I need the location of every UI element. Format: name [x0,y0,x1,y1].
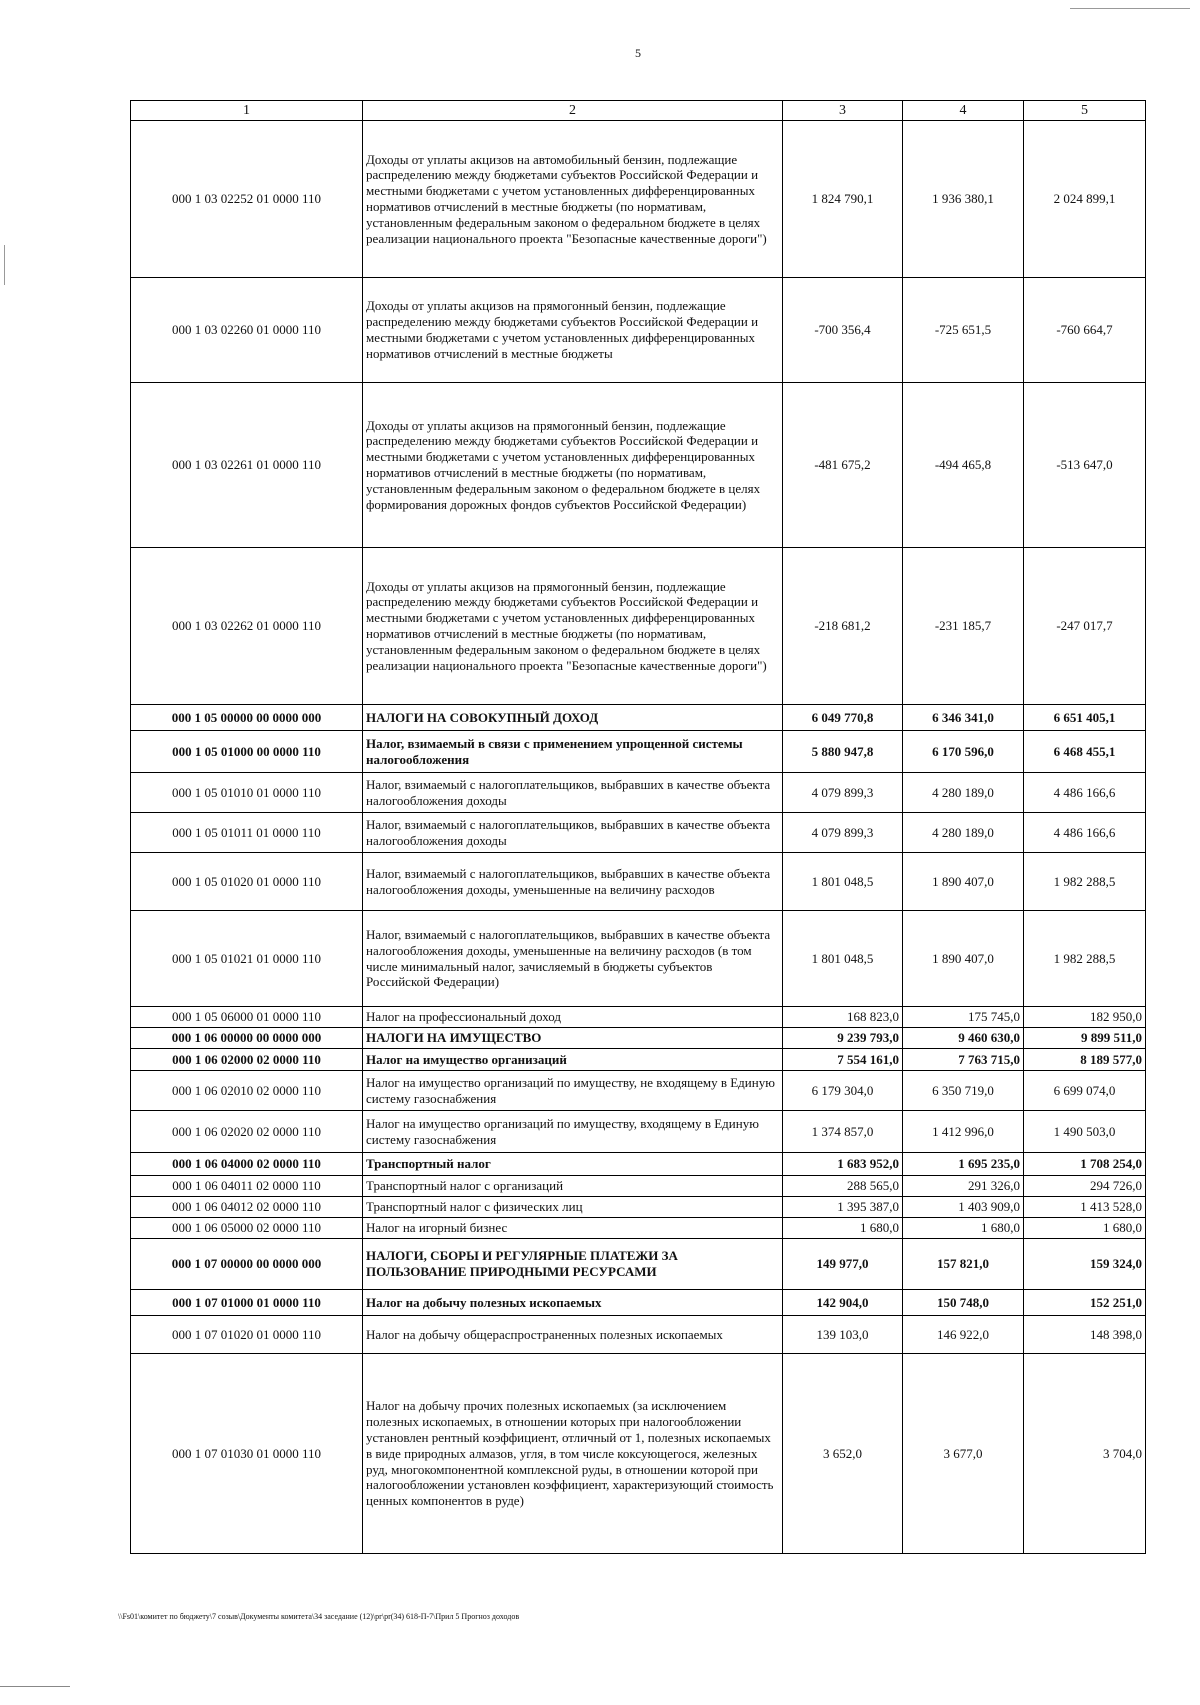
row-value-year-1: 1 801 048,5 [783,911,903,1007]
row-value-year-1: 288 565,0 [783,1176,903,1197]
row-name: Налог на игорный бизнес [363,1218,783,1239]
table-row [131,121,1146,278]
row-name: Налог, взимаемый с налогоплательщиков, выбравших в качестве объекта налогообложения доходы [363,813,783,853]
row-name: Доходы от уплаты акцизов на прямогонный бензин, подлежащие распределению между бюджетами субъектов Российской Федерации и местными бюджетами с учетом установленных дифференцированных нормативов отчислений в местные бюджеты (по нормативам, установленным федеральным законом о федеральном бюджете в целях реализации национального проекта "Безопасные качественные дороги") [363,548,783,705]
column-header-year-2: 4 [903,101,1024,121]
row-code: 000 1 05 01000 00 0000 110 [131,731,363,773]
row-value-year-3: -247 017,7 [1024,548,1146,705]
table-row [131,1316,1146,1354]
row-name: Налог, взимаемый с налогоплательщиков, выбравших в качестве объекта налогообложения доходы, уменьшенные на величину расходов (в том числе минимальный налог, зачисляемый в бюджеты субъектов Российской Федерации) [363,911,783,1007]
row-value-year-3: 3 704,0 [1024,1354,1146,1554]
table-row [131,1049,1146,1071]
row-value-year-3: 1 680,0 [1024,1218,1146,1239]
row-code: 000 1 06 02000 02 0000 110 [131,1049,363,1071]
table-row [131,548,1146,705]
table-row [131,1290,1146,1316]
row-code: 000 1 05 06000 01 0000 110 [131,1007,363,1028]
row-value-year-2: -231 185,7 [903,548,1024,705]
column-header-year-3: 5 [1024,101,1146,121]
row-name: НАЛОГИ НА СОВОКУПНЫЙ ДОХОД [363,705,783,731]
column-header-name: 2 [363,101,783,121]
row-value-year-3: 6 651 405,1 [1024,705,1146,731]
table-row [131,1153,1146,1176]
row-name: Налог на имущество организаций [363,1049,783,1071]
row-code: 000 1 05 01010 01 0000 110 [131,773,363,813]
row-name: Налог, взимаемый с налогоплательщиков, выбравших в качестве объекта налогообложения доходы [363,773,783,813]
row-value-year-3: 294 726,0 [1024,1176,1146,1197]
row-value-year-2: 175 745,0 [903,1007,1024,1028]
table-row [131,813,1146,853]
row-name: Доходы от уплаты акцизов на прямогонный бензин, подлежащие распределению между бюджетами субъектов Российской Федерации и местными бюджетами с учетом установленных дифференцированных нормативов отчислений в местные бюджеты (по нормативам, установленным федеральным законом о федеральном бюджете в целях формирования дорожных фондов субъектов Российской Федерации) [363,383,783,548]
row-value-year-2: 6 170 596,0 [903,731,1024,773]
row-value-year-1: 3 652,0 [783,1354,903,1554]
row-value-year-3: 148 398,0 [1024,1316,1146,1354]
revenue-forecast-table [130,100,1146,1554]
row-value-year-2: 1 695 235,0 [903,1153,1024,1176]
row-code: 000 1 06 05000 02 0000 110 [131,1218,363,1239]
row-name: Налог, взимаемый в связи с применением упрощенной системы налогообложения [363,731,783,773]
row-name: Доходы от уплаты акцизов на автомобильный бензин, подлежащие распределению между бюджетами субъектов Российской Федерации и местными бюджетами с учетом установленных дифференцированных нормативов отчислений в местные бюджеты (по нормативам, установленным федеральным законом о федеральном бюджете в целях реализации национального проекта "Безопасные качественные дороги") [363,121,783,278]
table-row [131,1071,1146,1111]
row-name: Доходы от уплаты акцизов на прямогонный бензин, подлежащие распределению между бюджетами субъектов Российской Федерации и местными бюджетами с учетом установленных дифференцированных нормативов отчислений в местные бюджеты [363,278,783,383]
table-row [131,1197,1146,1218]
row-code: 000 1 06 00000 00 0000 000 [131,1028,363,1049]
row-value-year-2: 1 412 996,0 [903,1111,1024,1153]
row-value-year-1: -700 356,4 [783,278,903,383]
row-value-year-1: 1 395 387,0 [783,1197,903,1218]
table-row [131,1176,1146,1197]
table-row [131,1111,1146,1153]
row-value-year-1: 139 103,0 [783,1316,903,1354]
row-value-year-3: 6 468 455,1 [1024,731,1146,773]
table-body [131,121,1146,1554]
row-value-year-3: 8 189 577,0 [1024,1049,1146,1071]
row-value-year-1: 7 554 161,0 [783,1049,903,1071]
table-row [131,911,1146,1007]
row-value-year-2: 4 280 189,0 [903,813,1024,853]
row-value-year-2: 9 460 630,0 [903,1028,1024,1049]
row-value-year-3: 159 324,0 [1024,1239,1146,1290]
row-value-year-1: 1 801 048,5 [783,853,903,911]
row-value-year-2: 1 936 380,1 [903,121,1024,278]
table-row [131,1354,1146,1554]
row-value-year-1: 9 239 793,0 [783,1028,903,1049]
row-code: 000 1 05 00000 00 0000 000 [131,705,363,731]
scan-mark-bottom-left [0,1686,70,1687]
row-value-year-2: -494 465,8 [903,383,1024,548]
row-code: 000 1 05 01011 01 0000 110 [131,813,363,853]
row-value-year-2: 7 763 715,0 [903,1049,1024,1071]
row-code: 000 1 03 02260 01 0000 110 [131,278,363,383]
row-value-year-3: 182 950,0 [1024,1007,1146,1028]
row-value-year-1: 6 049 770,8 [783,705,903,731]
row-name: Транспортный налог [363,1153,783,1176]
row-code: 000 1 07 01000 01 0000 110 [131,1290,363,1316]
header-row [131,101,1146,121]
row-value-year-2: 146 922,0 [903,1316,1024,1354]
row-value-year-1: 4 079 899,3 [783,773,903,813]
row-value-year-3: 1 982 288,5 [1024,911,1146,1007]
row-code: 000 1 03 02261 01 0000 110 [131,383,363,548]
column-header-code: 1 [131,101,363,121]
row-name: Транспортный налог с физических лиц [363,1197,783,1218]
row-value-year-2: 291 326,0 [903,1176,1024,1197]
row-value-year-1: 1 680,0 [783,1218,903,1239]
row-value-year-2: 1 403 909,0 [903,1197,1024,1218]
row-code: 000 1 07 01020 01 0000 110 [131,1316,363,1354]
column-header-year-1: 3 [783,101,903,121]
row-value-year-2: 4 280 189,0 [903,773,1024,813]
row-value-year-1: 5 880 947,8 [783,731,903,773]
row-code: 000 1 03 02262 01 0000 110 [131,548,363,705]
row-value-year-2: 1 890 407,0 [903,853,1024,911]
page-number: 5 [635,46,641,60]
row-value-year-2: 6 350 719,0 [903,1071,1024,1111]
scan-mark-left-1 [4,245,5,285]
table-row [131,278,1146,383]
row-value-year-2: -725 651,5 [903,278,1024,383]
row-value-year-3: 6 699 074,0 [1024,1071,1146,1111]
row-value-year-2: 1 680,0 [903,1218,1024,1239]
row-code: 000 1 03 02252 01 0000 110 [131,121,363,278]
row-code: 000 1 06 04011 02 0000 110 [131,1176,363,1197]
row-value-year-1: 1 824 790,1 [783,121,903,278]
row-code: 000 1 06 04000 02 0000 110 [131,1153,363,1176]
row-value-year-2: 157 821,0 [903,1239,1024,1290]
row-name: НАЛОГИ НА ИМУЩЕСТВО [363,1028,783,1049]
row-code: 000 1 06 02010 02 0000 110 [131,1071,363,1111]
row-value-year-3: 152 251,0 [1024,1290,1146,1316]
row-name: Налог на добычу прочих полезных ископаемых (за исключением полезных ископаемых, в отношении которых при налогообложении установлен рентный коэффициент, отличный от 1, полезных ископаемых в виде природных алмазов, угля, в том числе коксующегося, железных руд, многокомпонентной комплексной руды, в отношении которой при налогообложении установлен коэффициент, характеризующий стоимость ценных компонентов в руде) [363,1354,783,1554]
row-name: Налог, взимаемый с налогоплательщиков, выбравших в качестве объекта налогообложения доходы, уменьшенные на величину расходов [363,853,783,911]
row-value-year-1: 4 079 899,3 [783,813,903,853]
table-header [131,101,1146,121]
row-value-year-3: 1 982 288,5 [1024,853,1146,911]
footer-file-path: \\Fs01\комитет по бюджету\7 созыв\Документы комитета\34 заседание (12)\pr\pr(34) 618-П-7\Прил 5 Прогноз доходов [118,1612,520,1621]
row-code: 000 1 05 01021 01 0000 110 [131,911,363,1007]
row-code: 000 1 07 01030 01 0000 110 [131,1354,363,1554]
row-name: Налог на имущество организаций по имуществу, входящему в Единую систему газоснабжения [363,1111,783,1153]
table-row [131,705,1146,731]
row-value-year-3: -760 664,7 [1024,278,1146,383]
table-row [131,773,1146,813]
table-row [131,1007,1146,1028]
row-code: 000 1 06 04012 02 0000 110 [131,1197,363,1218]
row-value-year-1: 142 904,0 [783,1290,903,1316]
row-value-year-1: -218 681,2 [783,548,903,705]
row-code: 000 1 05 01020 01 0000 110 [131,853,363,911]
row-value-year-2: 3 677,0 [903,1354,1024,1554]
row-value-year-1: 149 977,0 [783,1239,903,1290]
row-value-year-3: 4 486 166,6 [1024,773,1146,813]
row-name: Налог на добычу общераспространенных полезных ископаемых [363,1316,783,1354]
row-value-year-2: 6 346 341,0 [903,705,1024,731]
row-code: 000 1 06 02020 02 0000 110 [131,1111,363,1153]
row-value-year-3: 9 899 511,0 [1024,1028,1146,1049]
row-value-year-3: 1 413 528,0 [1024,1197,1146,1218]
row-value-year-3: 4 486 166,6 [1024,813,1146,853]
row-value-year-2: 1 890 407,0 [903,911,1024,1007]
row-value-year-2: 150 748,0 [903,1290,1024,1316]
row-value-year-1: 168 823,0 [783,1007,903,1028]
row-value-year-3: 2 024 899,1 [1024,121,1146,278]
row-value-year-1: -481 675,2 [783,383,903,548]
table-row [131,853,1146,911]
table-row [131,1218,1146,1239]
row-value-year-1: 1 374 857,0 [783,1111,903,1153]
row-value-year-1: 6 179 304,0 [783,1071,903,1111]
table-row [131,1239,1146,1290]
table-row [131,1028,1146,1049]
row-name: Налог на профессиональный доход [363,1007,783,1028]
row-name: Налог на добычу полезных ископаемых [363,1290,783,1316]
table-row [131,731,1146,773]
scan-mark-top-right [1070,8,1190,9]
row-value-year-3: -513 647,0 [1024,383,1146,548]
row-name: НАЛОГИ, СБОРЫ И РЕГУЛЯРНЫЕ ПЛАТЕЖИ ЗА ПОЛЬЗОВАНИЕ ПРИРОДНЫМИ РЕСУРСАМИ [363,1239,783,1290]
row-value-year-3: 1 490 503,0 [1024,1111,1146,1153]
row-name: Транспортный налог с организаций [363,1176,783,1197]
row-value-year-1: 1 683 952,0 [783,1153,903,1176]
row-code: 000 1 07 00000 00 0000 000 [131,1239,363,1290]
row-name: Налог на имущество организаций по имуществу, не входящему в Единую систему газоснабжения [363,1071,783,1111]
row-value-year-3: 1 708 254,0 [1024,1153,1146,1176]
table-row [131,383,1146,548]
